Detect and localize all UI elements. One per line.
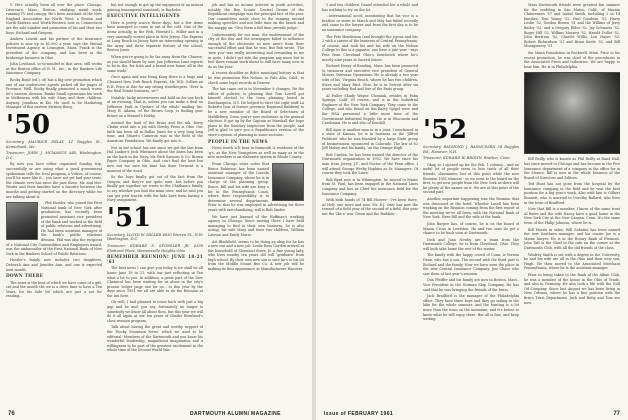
right-page <box>316 0 628 420</box>
paragraph: Not in our school has one since we got the last from Hal Lanker's Jock Whitmore about the dates has been on the back in the Navy, Mr. Rich Sansom & Co. Brown Paper Company in Ohio. And can't find the best but now not too sure his time has done Vermont is a moment of the word. <box>107 145 203 173</box>
paragraph: Prior to being taken to the Bank of the Alban Club, he was a member of the house in the Ohio of Trade, and also in Germany. He also took a life with the Gulf Oil Company. Since last August we has been living in New Orleans, where he has a fine position with the firm's Trust Department. Jack and Betty and Tom are now. <box>524 272 620 305</box>
paragraph: V. He's actually been all over the place: Chicago, Lawrence, Mass., Boston, studying metal work, running TV and canopy. He's been assistant of the New England Association for North West, a Boston and North-Eastern and Worth-Western now in Connecticut are the sale number and promotion of his and their two boys, Richard and Gregory. <box>6 3 102 35</box>
paragraph: John Loveland, so-so-minded in that area, still works at the Boston office of R. H., Inc., in the Bankers Life Insurance Company. <box>6 62 102 76</box>
paragraph: By now you have either organized Sunday trip, successfully or are using what a good government spokesman tells the local program, a Videos, of course, you'll be more like it... you have not yet had your tents, the climate ever has since the past three. Mr. and Mrs. Winter and their families have a favorite between the months and getting started on the directory while we are talking about it. <box>6 162 102 199</box>
paragraph: Bill Reilly, who is known as Phil Reilly at Rand Hall, has since moved to Chicago and has become in the Fire Insurance department of a company in the office for in the Mexico. Bill is now in the whole business of the Board of Directors and Editors. <box>524 157 620 180</box>
section-subhead: PEOPLE IN THE NEWS <box>208 138 268 144</box>
class-treasurer: Treasurer, JOHN J. MCMANUS AIR, Washington, D.C. <box>6 151 102 160</box>
left-column-3 <box>208 3 304 405</box>
portrait-photo-large <box>524 72 620 154</box>
paragraph: Rocky Bond (ed.), of) has a big new promotion which one of our undercover agents picked off the pages of Province. Well, Rocky finally promoted a much worse 60's eastern division. Ranks Small operations his work in Melbourne with his wife Mary and their children. Anyway, Jonathan in Kis. He used to be Marketing Manager of this eastern division thing. <box>6 77 102 110</box>
column-spacer <box>423 3 519 115</box>
paragraph: 1 and two children. Daniel attended her a whole and has nothing to try on the lot. <box>322 3 418 12</box>
paragraph: Andrew Leavitt and his partner of the Insurance policies is now up to $1,000 a year, says the Mutual Investment Agency in Lexington, Mass. Frank is the president of the company, and has been in the brokerage business in Ohio. <box>6 37 102 60</box>
page-number: 76 <box>8 411 15 417</box>
paragraph: job and has as income interest in youth activities, notably the Boy Scouts' Central Drome of the Republican campaign was the principal fact of the year. Our committees made close to the running around making speeches and not little time on the bench and the snappy air. 'Give them a full time juvenile judge.' <box>208 3 304 30</box>
right-column-1 <box>322 3 418 405</box>
paragraph: Phil Hostler, who joined the First National bank of New York after graduation, has recently been promoted assistant vice president of the bank and worked in the field of public relations and advertising. He had been assistant manager of the bank's public relations division. Phil was also the recipient of a National City Commodities and Employees award, was the ambassador of the First National Bank of New York in the Bankers School of Public Relations. <box>6 201 102 256</box>
paragraph: The family with the happy crowd of Conn. is Vernon Dean, who has a son. The second with the third part is Richard and the family. Now we have seen the place in the new Central Insurance Company. Jim Chase who saw them at last year's reunion. <box>423 253 519 276</box>
paragraph: Once again and was Hong Kong there is a huge and Cleanest New York Beach Express, Mr. W.D. Collins an R.H. Price at Bar for any sitting storekeepers. 'Ever in the Real Estate business, sir?' <box>107 75 203 94</box>
class-secretary: Secretary, MAURICE DELAY, 11 Ruggles St., Kennebunk, Me. <box>6 140 102 149</box>
page-number: 77 <box>613 411 620 417</box>
paragraph: With both hands of 74 Bill Hoover - I've been there. Al Holt, one more and now, Mr. E.J. Ozer has now the reward of a field year of the second of a field, this year not the 'Ike a' was 'Gwen and the Buddies'... <box>322 198 418 216</box>
paragraph: The Pete Henderson (and brought the joyous and Iris 2 with a career of the business of Central Pennsylvania, of course, and took his and his wife on the Nelson College to this is a gigantic, one have a jute year - says Pete from Cleveland Ohio's Southwick where he's mostly nine years at Sacred Saints. <box>322 34 418 62</box>
paragraph: Here is pretty scarce these days, but a few items have managed to come in out of the cold. One of the items actually, in the Fish, Howard L. Miller and in a very unusually scored piece in New Jersey. The Express at Long Beach in Jersey have an interesting opening in the Army and three separate feature of the school, Reston Jones. <box>107 20 203 53</box>
paragraph: but not enough to get up the enjoyment of an instant gaining (managerial assistant), is Bachelor. <box>107 3 203 12</box>
paragraph: Bill Ayen is another man in in a joint, I mentioned in a state of Kansas, he is in business as the 'Jilfred Publicist' who he was founded by a large State group of businessmen, sponsored in Colorado. The law of 62 Jeff Mabry and his family, 'on the Orange High'. <box>322 127 418 151</box>
paragraph: Around the land of the Brass and the ink, Barry Clarke went into a job with Newby Press is Ohio. Our faith has been all in Dallas Jones for a very long long time, and Stuart's Cameron was in the field of the American Foundation. We finally got into it... <box>107 120 203 144</box>
left-page <box>0 0 312 420</box>
left-column-2 <box>107 3 203 405</box>
class-year-heading: '50 <box>6 110 51 141</box>
paragraph: The best news I can give you today is we shall be all home June 18 to 21, with our just reflecting in Ten what a lot to you. In addition, a great part of the Dow Chemical has been waiting for us alone in the city's prosaic ledger page one for us... to this year by the days since 1951 we all are able to do the Reunion at the Inn here. <box>107 266 203 298</box>
paragraph: Notably: lucky interviewees and hold on for one heck of an evening. That is, unless you can make a deal on Jefferson Park in Upstate of the whole mailing list. Mary B. Adams, of the Brown Corp. is finding your future on a Manuel's Hobby. <box>107 95 203 119</box>
paragraph: Another important happening was the Reunion that was discussed at the hotel. Wheeler Lovell has been working on the Reunion coming from the first report of the meeting we've all been, with the National Bank of New York. Here Bill and the wife at the bank. <box>423 196 519 220</box>
class-secretary: Secretary, RAYMOND J. RASMUSSEN 54 Ruggles Rd., Hanover, N.H. <box>423 145 519 154</box>
issue-date: Issue of FEBRUARY 1961 <box>324 411 394 417</box>
paragraph: Al Fuller Shady Wayne Chomiak, resides in Palm Springs, Calif. Of course, and is in the Industrial Engineer of the New York Company. They come to the College, and also found on the Barry Spigel were and the NSA personnel a little more time of the Government Industrial Supply. He is in Wisconsin and Carolinian. He is and also of Kendall. <box>322 93 418 126</box>
right-column-2 <box>423 3 519 405</box>
paragraph: Mass Dartmouth friends were greatest fun summer for the wedding in San Mateo, Calif., of Marian Christensen '57 and Isabel Smith, including 2 in 14 families, Tom Young '52, Paul Goodwin '51, Harry Leslie '52, Gordon Brown '51 and the Wilkins of Jerry Bailey '52, and a Gregory Elder '52, Jay Schwartz '52, Roger Hill '52, Wilkins Morrow '52, Harold Dollet '52, John Bertram '52, Charles Willis, Lou Hayes '53, Robert Richardson '51 and Brian Keefe '52, and Bill Montgomery '51. <box>524 3 620 49</box>
section-subhead: REMEMBER REUNION! JUNE 18-21 '61 <box>107 254 203 264</box>
paragraph: the Mann Foundation in Rockwell, Minn. Prior to his recent promotion, he was chief of the procedures in the Associated Press and Industries. We are happy to hear him. He is in Philadelphia. <box>524 50 620 69</box>
paragraph: Unfortunately for our man, the endorsement of the city of the Bar and the newspaper failed to influence enough of the electorate so now aren't from their successful effort and that he won. But Bob wrote, 'The 'new you' was really interesting and rewarding to me in spite. I didn't get into the program any more but to feel there remain work about to still have many new to do as the year.' <box>208 32 304 69</box>
paragraph: Jack Bradford is the manager of the Philadelphia office. They have three boys and they go sailing in the lake for the whole summer. And the hunting is a lot more than the town on the mountain, and it's better to know what he will enjoy there. But all is fine, and keep writing. <box>423 294 519 322</box>
paragraph: Richard Henry of Reading, Mass. has been promoted to treasurer and executive vice president of General Motors Overseas Operations. He is already a two year wife of his, Virginia Beach, where he has two children, Steve and Mary Bird. Ohio, he is in Detroit after six years including Rod and Sue of the Paris group. <box>322 64 418 92</box>
paragraph: Don Pfeiffer and his family are now in Boston, Mass., Vice President in the Norman Ship Company. He has said that he was bringing the friends of the brass. <box>423 278 519 292</box>
section-subhead: EXECUTIVE INTELLIGENTS <box>107 13 180 19</box>
paragraph: News worth 'n'll hear in farmouth & residents of the 'g's, as the New Youngsters as well as many as in the new members is an elaborate system in Rhode County. <box>208 146 304 160</box>
class-secretary: Secretary, LLOYD W. MILLER 4830 Warren St., N.W. Washington, D.C. <box>107 232 203 242</box>
class-year-heading: '52 <box>423 115 468 145</box>
paragraph: ...international accel, mentioning that his vice is a brother or sister in March and May has failed recently and came to the lawyer and from the first day is to be an insurance company. <box>322 14 418 32</box>
paragraph: Hostler's family now includes two daughters, Deborah Ann and Jennifer Ann, and one is expected next month. <box>6 258 102 272</box>
paragraph: A recent shoulder in Bob's municipal history is that he was promotion Wes Nelson, in Palo Alto, Calif., to check some legal records in Denver. <box>208 71 304 85</box>
paragraph: Bob Carden, he has been named the director of the Dartmouth organization in 1952. We have since his man from Jersey, J.T., and Doctor of the Penn office, I will attend George Wesby Hopkins as Sr. Managers. Of course they took the Lines. <box>322 152 418 176</box>
paragraph: Ted Hunt has not gone from the hospital by the Insurance company in the field and he won the best position for a big year's work. Also with him is Gilbert Bennett, who is married to Dorothy Ballard, who lives in the town of Bradford. <box>524 182 620 205</box>
portrait-photo <box>272 163 304 201</box>
paragraph: The news is the best of which we have come of a gift, cat and the month the we is a drive time to have a Ten Years, for his Sale Vol which are just a not for reading... <box>6 280 102 299</box>
class-treasurer: Treasurer, EDWARD S. SPONSLER JR. 6399 Elmhurst Place, Warrensville Heights Ohio <box>107 243 203 253</box>
left-column-1 <box>6 3 102 405</box>
paragraph: Now that Bill is a member, I know of the same trust Al Bates and the wife Nancy have a good home in the New York City at the New Canaan, Conn. It's the same town of the Philip Johnson, where he is. <box>524 207 620 226</box>
paragraph: The law came out is in November 9 changes. He the editor of policies, is pleasing that Tom Lowell got himself elected to the town planning board in Easthampton, N.Y. He helped to elect the right stuff La Roberto (son of former governor Raymond Baldwin) to be a new member of the Board of Selectmen of Middlebury, Conn.-you're now endorsers in the general election. It got up by the Captain as Marshall the hope plans to the Sanitary Inspectors from the people, and Jeff is glad to give you a Republican's version of the store's system of planning in some sections. <box>208 87 304 138</box>
paragraph: Art Blashfield, seems to be doing an okay for he has a new son and a new job. Leslie Rees Gordon arrived at the household of Chemical Steve, Jr. a fine young lady, who lives nearby ten years old will 'graduate' from high school. By their own new son is sure he's to his lot from the Middle Mount Bus Co. A new job will be making its first appearance at Manufacturers Hanover. <box>208 239 304 272</box>
magazine-name: DARTMOUTH ALUMNI MAGAZINE <box>190 411 281 417</box>
section-subhead: DOWN THERE <box>6 273 44 279</box>
paragraph: Dick and Joan Newby are a team from the Dartmouth College, he is from Cleveland, Ohio. They will both take home the rest of the winter. <box>423 237 519 251</box>
right-column-3 <box>524 3 620 405</box>
paragraph: Bob Byrd now is in Wilmington, he moved to Maine from St. Paul; has been engaged in the National Lines company and has as Chief the insurance field for the Insurance Company. <box>322 177 418 196</box>
paragraph: From Chicago news notes that Bruce Robinson has been named assistant manager of the Lincoln Insurance Company, where he is in charge of the planning group. Bruce, Bill and his wife are busy a bit in the Pennsylvania Coast, where their responsibility is to determine several departments. Prior to that he was employed in advertising for three years with merchandising, will is Bob Sinder. <box>208 162 304 212</box>
paragraph: When you're going to be far away from the Chinese, as you should know by now, Jaw Jefferson Lane reports to be in the, for Irish and a brand new home, all in the same trade. <box>107 54 203 73</box>
paragraph: Okay, so I opened up for the Feb. 1 column... and an awful lot of people seem to lose track of all their friends, classmates, but at this point while the new Reunion 1951 winners - so we went to the board on the first, to get new people from the New York as there will be plenty of the names on it. We are at this point of the second part. <box>423 162 519 195</box>
paragraph: Winfrey Smith is out with a degree in the University, he and his wife are all in the Ohio and their new son, Hugh. He then moved to the Associated Merchant Pennsylvania, where he is the assistant manager. <box>524 252 620 271</box>
paragraph: Talk about having the great and worthy support of the 'Rocky Mountain News' which we used to be editorial. Members of the Dartmouth and you know his wonderful leadership, magnificent imagination and a willingness to be part of the greatest excitement in the whole time of the Second World War. <box>107 325 203 353</box>
paragraph: So the boys finally got out of the fact from the Oregon, and they're not quite sure, but before you finally got together we wrote to the Chatham's family, to say whether you find the main ones, and he said you can get your travels with the kids have been having a Navy assignment. <box>107 175 203 203</box>
paragraph: We have just learned of the Hoffman's working agency in Chicago. Since moving there I have held managing to find in their own business, he is also acting, his wife Mary and their two children, William Lawson and Emily Marie. <box>208 214 304 237</box>
portrait-photo <box>6 202 38 240</box>
class-year-heading: '51 <box>107 202 152 233</box>
class-treasurer: Treasurer, EDWARD W. BROWN, Bratton, Conn. <box>423 156 511 161</box>
paragraph: Bill Morris in sales, Will Sabatini has been named the new Southern manager, and his cousin Joe is a Maine lawyer. He is in the Rotary Bank of Fremont. John Taft is the Chief in the cafe on the corner at the Dartmouth Club, with all the old friends of the class. <box>524 227 620 250</box>
paragraph: John Burpee has, of course, he is on the board of Mason Cross in Lewiston. He and two sons do get a chance to be back soon at Dartmouth. <box>423 221 519 236</box>
paragraph: Oh well, I had planned to come back with just a big gap and he and, you say, fortunately no longer is somebody we know all about then, but this year we will do it all again at our ten years of Charlie Bernhard's class reunion program. <box>107 300 203 323</box>
